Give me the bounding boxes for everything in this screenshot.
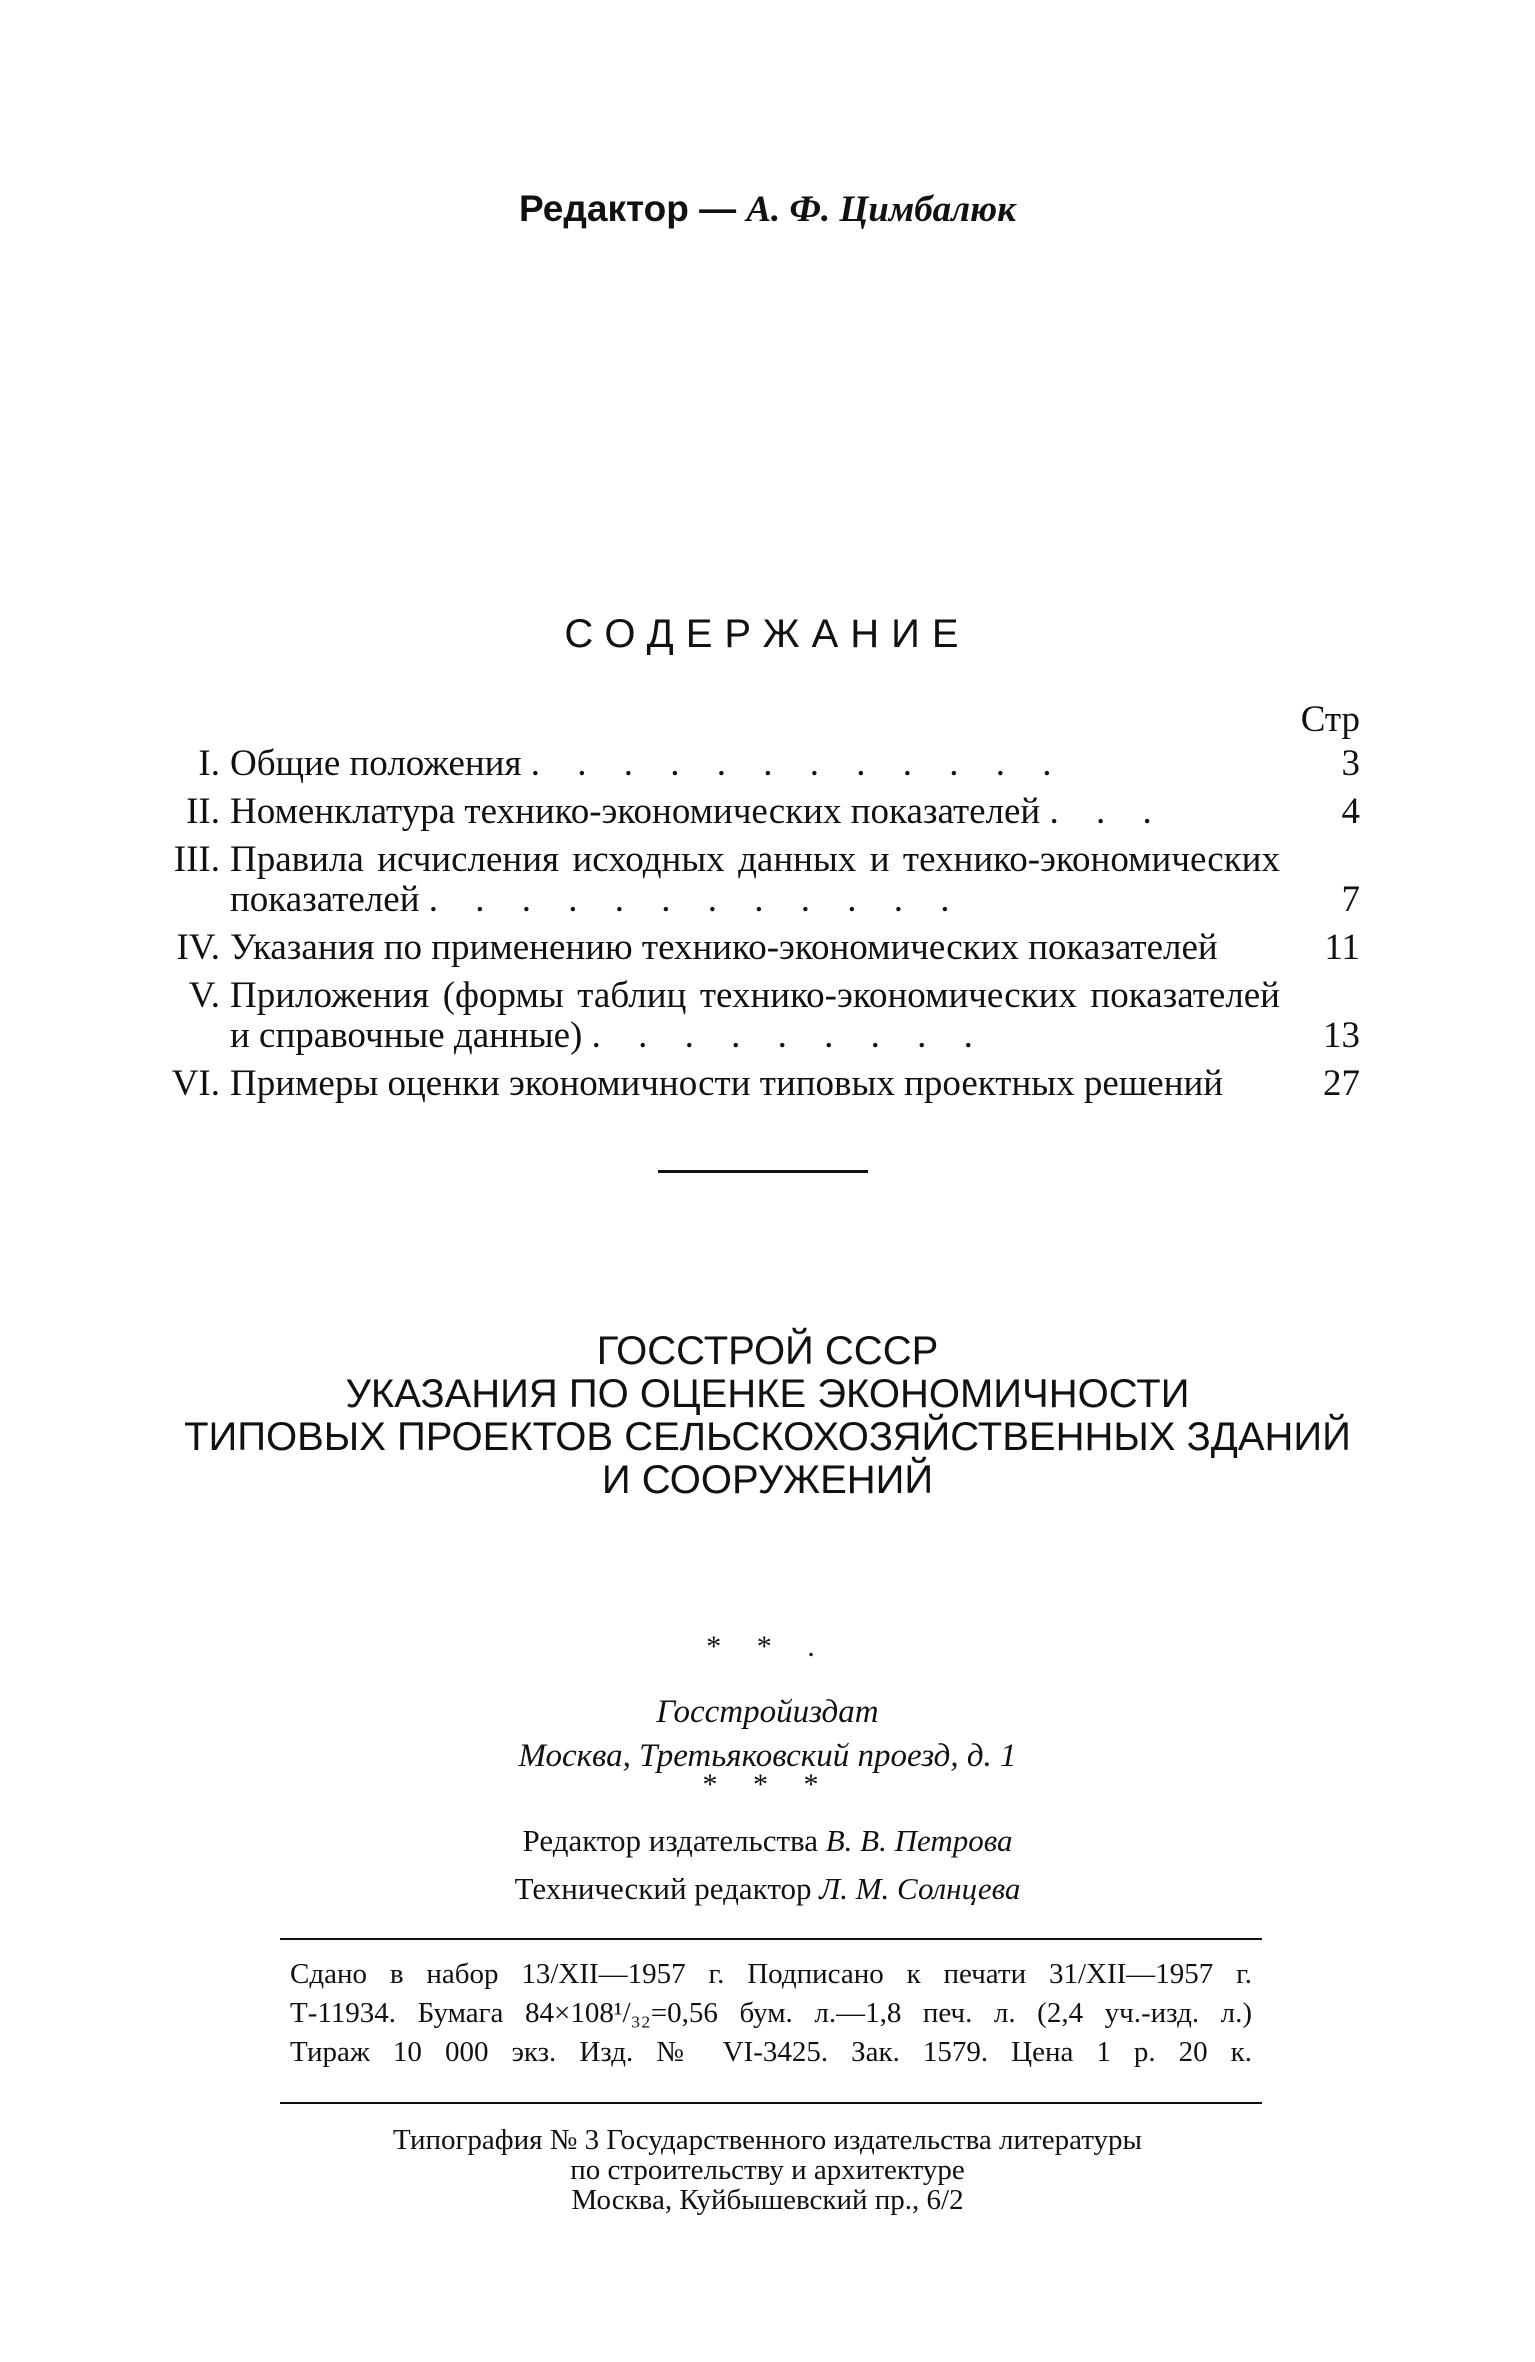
publishing-editor — [0, 1817, 1535, 1865]
technical-editor-name: Л. М. Солнцева — [819, 1871, 1021, 1906]
printer-block — [0, 2125, 1535, 2215]
publisher-name: Госстройиздат — [656, 1694, 879, 1730]
contents-page-header: Стр — [1300, 699, 1360, 740]
publishing-editor-label: Редактор издательства — [522, 1823, 818, 1858]
toc-item-number: II. — [186, 791, 220, 832]
contents-title: СОДЕРЖАНИЕ — [564, 612, 971, 656]
imprint-line: Сдано в набор 13/XII—1957 г. Подписано к печати 31/XII—1957 г. — [290, 1958, 1252, 1990]
toc-item-number: I. — [198, 743, 220, 784]
toc-item-title: Правила исчисления исходных данных и технико-экономических показателей — [230, 839, 1280, 920]
toc-item-page: 27 — [1323, 1063, 1360, 1104]
editor-line — [0, 188, 1535, 231]
toc-leader-dots: . . . . . . . . . — [591, 1015, 987, 1056]
toc-item-title: Указания по применению технико-экономических показателей — [230, 927, 1218, 968]
book-title-line: УКАЗАНИЯ ПО ОЦЕНКЕ ЭКОНОМИЧНОСТИ — [345, 1372, 1190, 1416]
editor-name: А. Ф. Цимбалюк — [746, 189, 1016, 230]
toc-item-number: III. — [173, 839, 220, 880]
ornament-stars: * * * — [702, 1768, 833, 1801]
publisher-address: Москва, Третьяковский проезд, д. 1 — [518, 1738, 1017, 1774]
book-title — [0, 1330, 1535, 1502]
ornament-stars: * * . — [706, 1630, 829, 1663]
toc-item — [150, 1064, 1360, 1104]
printer-line: Москва, Куйбышевский пр., 6/2 — [571, 2184, 964, 2216]
table-of-contents — [150, 700, 1360, 1112]
toc-item-number: V. — [188, 975, 220, 1016]
divider — [658, 1170, 868, 1173]
divider — [280, 2102, 1262, 2104]
toc-leader-dots: . . . — [1049, 791, 1166, 832]
toc-item — [150, 928, 1360, 968]
toc-item-page: 11 — [1324, 927, 1360, 968]
publishing-editor-name: В. В. Петрова — [825, 1823, 1013, 1858]
imprint-line: Тираж 10 000 экз. Изд. № VI-3425. Зак. 1579. Цена 1 р. 20 к. — [290, 2036, 1252, 2068]
toc-item-title: Примеры оценки экономичности типовых проектных решений — [230, 1063, 1224, 1104]
toc-item — [150, 792, 1360, 832]
technical-editor-label: Технический редактор — [514, 1871, 812, 1906]
book-title-line: ГОССТРОЙ СССР — [596, 1329, 939, 1373]
printer-line: по строительству и архитектуре — [570, 2154, 965, 2186]
toc-item-page: 4 — [1341, 791, 1360, 832]
toc-item — [150, 976, 1360, 1056]
toc-item-page: 7 — [1341, 879, 1360, 920]
book-title-line: И СООРУЖЕНИЙ — [601, 1458, 934, 1502]
toc-item-page: 13 — [1323, 1015, 1360, 1056]
credits-block — [0, 1817, 1535, 1913]
toc-item-title: Приложения (формы таблиц технико-экономических показателей и справочные данные) — [230, 975, 1280, 1056]
imprint-block — [290, 1955, 1252, 2072]
publisher-block — [0, 1690, 1535, 1778]
printer-line: Типография № 3 Государственного издательства литературы — [393, 2124, 1142, 2156]
book-title-line: ТИПОВЫХ ПРОЕКТОВ СЕЛЬСКОХОЗЯЙСТВЕННЫХ ЗДАНИЙ — [184, 1415, 1351, 1459]
toc-item — [150, 744, 1360, 784]
toc-item-page: 3 — [1341, 743, 1360, 784]
toc-item-title: Общие положения — [230, 743, 522, 784]
toc-item-number: IV. — [176, 927, 220, 968]
toc-item-number: VI. — [171, 1063, 220, 1104]
toc-item — [150, 840, 1360, 920]
editor-label: Редактор — — [519, 188, 737, 229]
technical-editor — [0, 1865, 1535, 1913]
imprint-line: Т-11934. Бумага 84×108¹/₃₂=0,56 бум. л.—1,8 печ. л. (2,4 уч.-изд. л.) — [290, 1997, 1252, 2029]
divider — [280, 1938, 1262, 1940]
toc-item-title: Номенклатура технико-экономических показателей — [230, 791, 1041, 832]
toc-leader-dots: . . . . . . . . . . . . — [428, 879, 964, 920]
toc-leader-dots: . . . . . . . . . . . . — [530, 743, 1066, 784]
